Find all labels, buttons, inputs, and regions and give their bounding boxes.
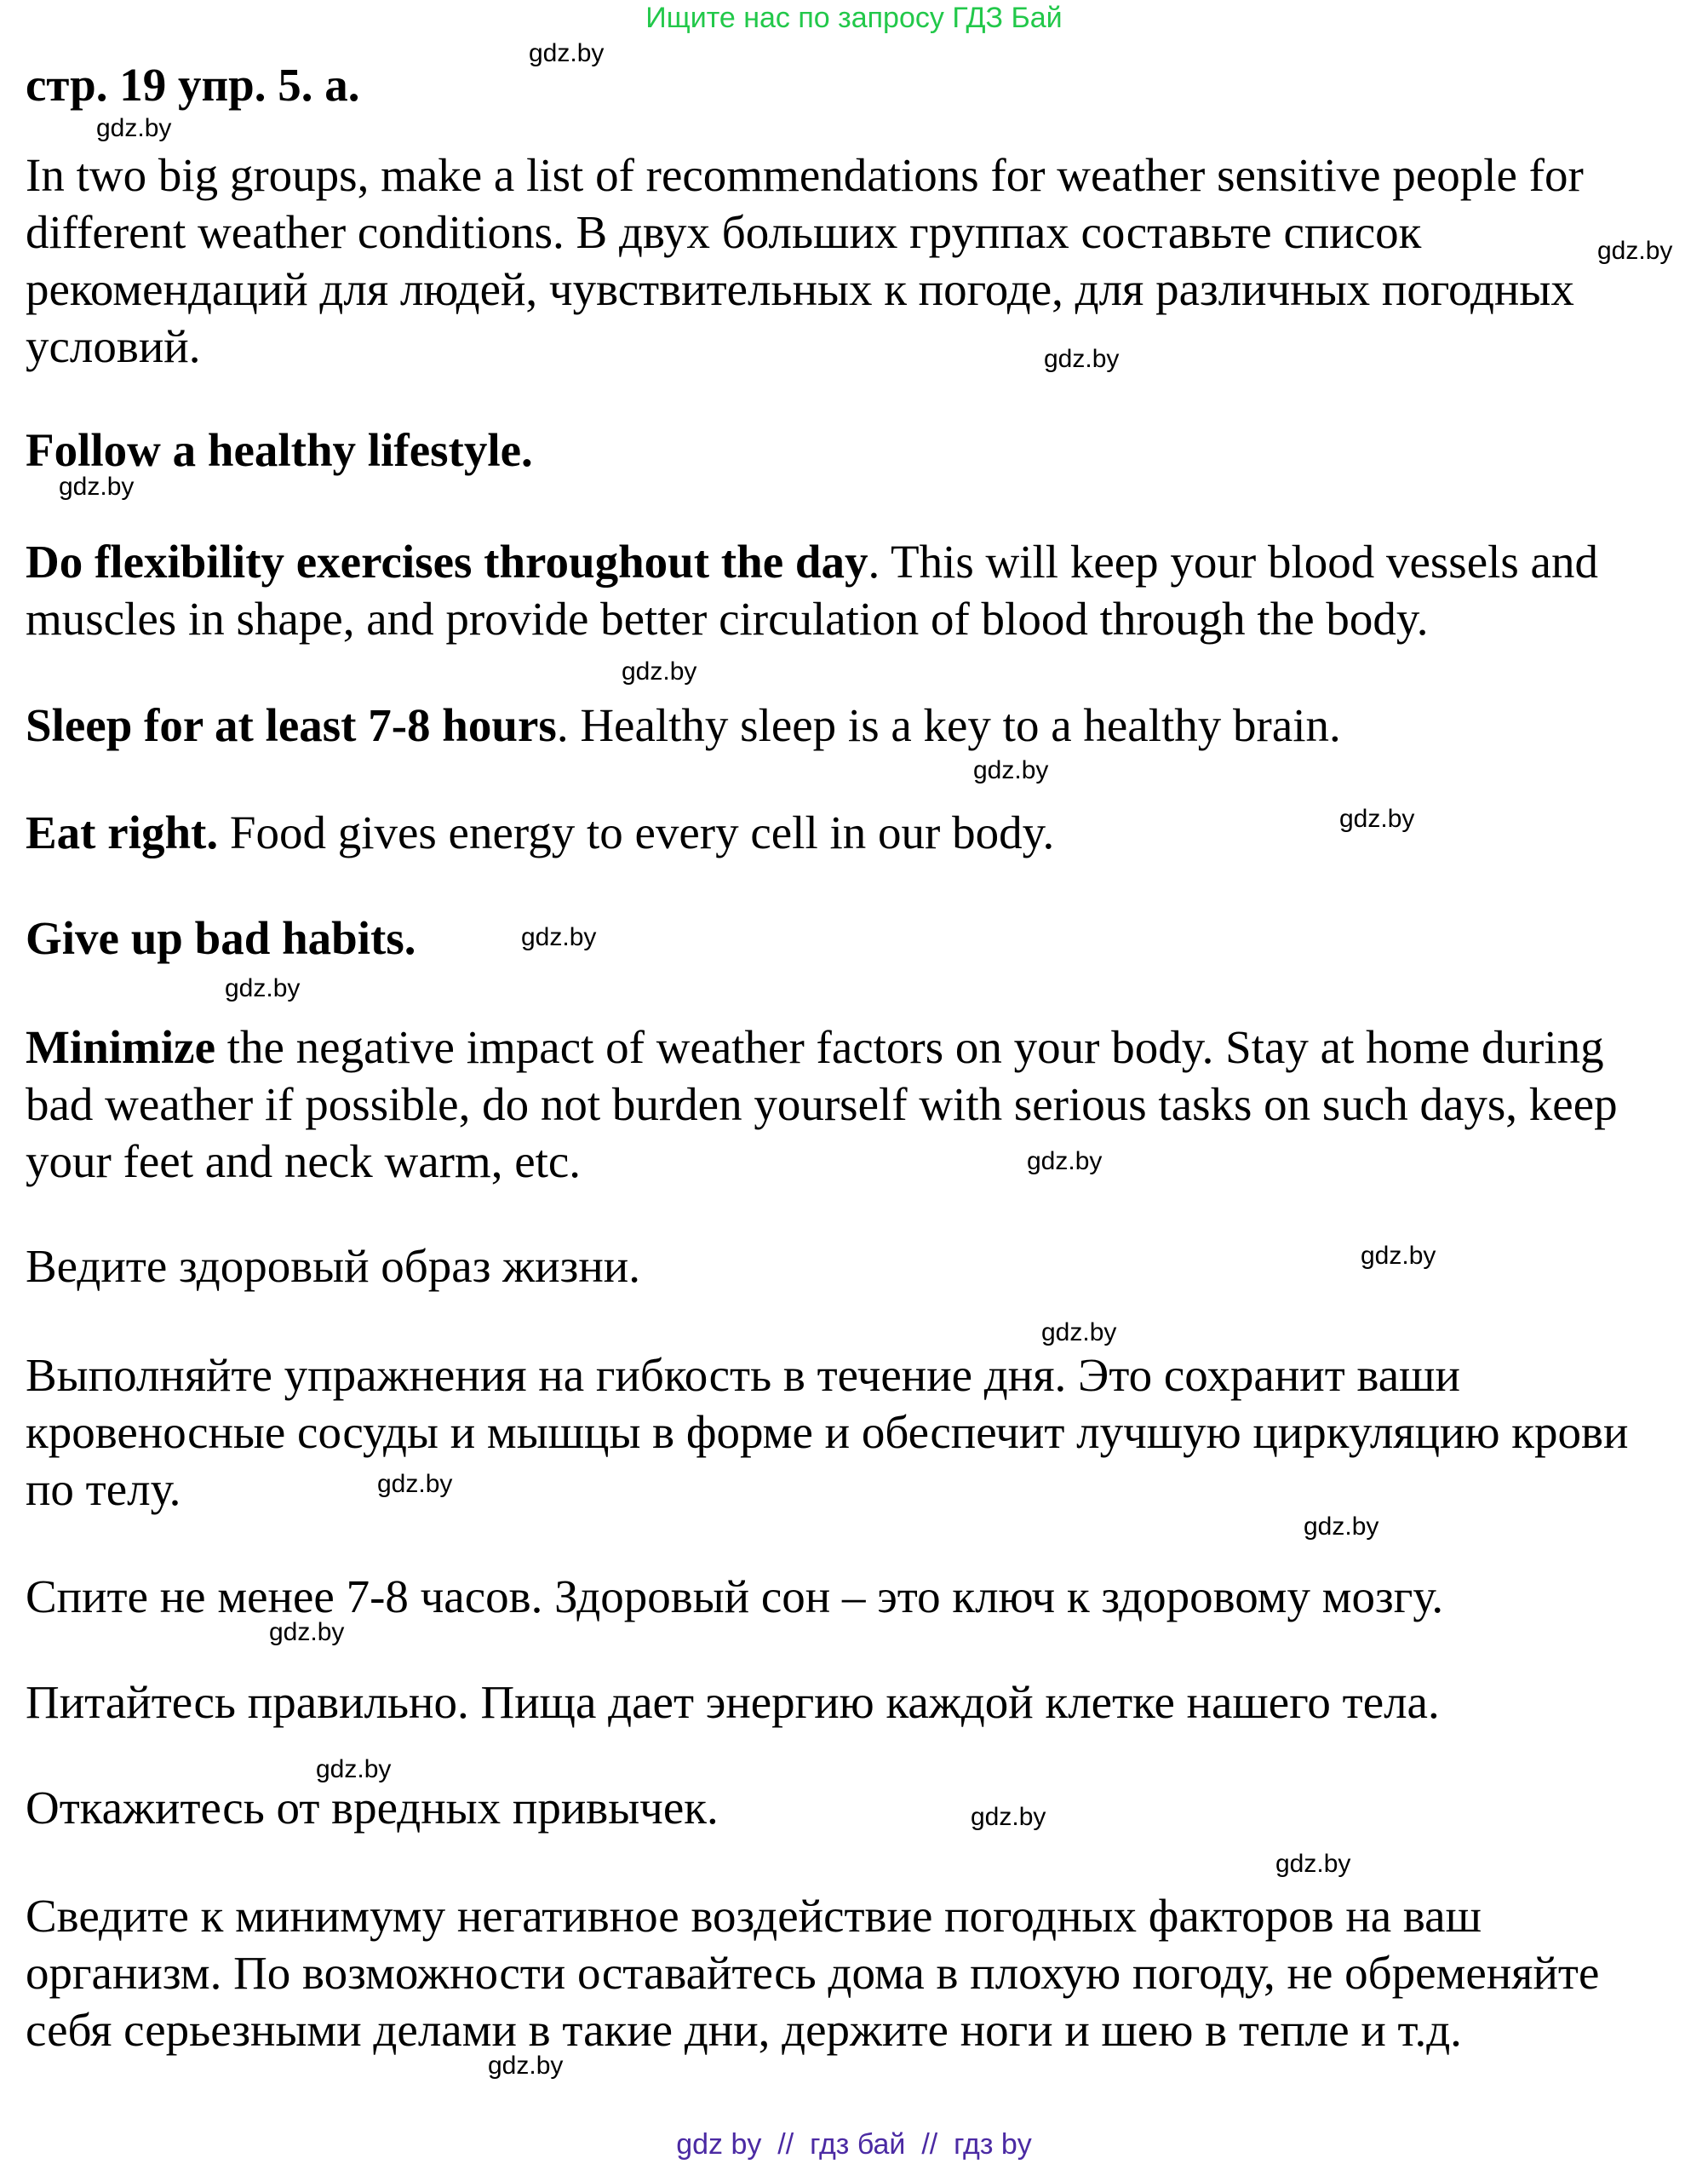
ru-item-4: Питайтесь правильно. Пища дает энергию каждой клетке нашего тела.: [26, 1676, 1440, 1728]
en-item-2: [26, 533, 1682, 647]
en-item-3-bold: Sleep for at least 7-8 hours: [26, 699, 557, 751]
watermark: gdz.by: [488, 2052, 564, 2080]
watermark: gdz.by: [1027, 1147, 1103, 1175]
watermark: gdz.by: [225, 974, 301, 1002]
en-item-1-bold: Follow a healthy lifestyle.: [26, 424, 533, 476]
footer-separator: //: [905, 2128, 954, 2161]
en-item-6-bold: Minimize: [26, 1021, 215, 1073]
watermark: gdz.by: [1275, 1850, 1351, 1878]
watermark: gdz.by: [973, 756, 1049, 784]
en-item-4-text: Food gives energy to every cell in our body.: [218, 806, 1055, 858]
ru-item-6: Сведите к минимуму негативное воздействие погодных факторов на ваш организм. По возможности оставайтесь дома в плохую погоду, не обременяйте себя серьезными делами в такие дни, держите ноги и шею в тепле и т.д.: [26, 1890, 1600, 2056]
watermark: gdz.by: [521, 923, 597, 951]
en-item-5-bold: Give up bad habits.: [26, 912, 416, 964]
ru-item-3: Спите не менее 7-8 часов. Здоровый сон – это ключ к здоровому мозгу.: [26, 1570, 1444, 1622]
task-paragraph: In two big groups, make a list of recommendations for weather sensitive people for different weather conditions. В двух больших группах составьте список рекомендаций для людей, чувствительных к погоде, для различных погодных условий.: [26, 149, 1584, 372]
watermark: gdz.by: [316, 1755, 392, 1783]
watermark: gdz.by: [1044, 345, 1120, 373]
watermark: gdz.by: [377, 1470, 453, 1498]
watermark: gdz.by: [1597, 237, 1673, 265]
ru-item-2: Выполняйте упражнения на гибкость в течение дня. Это сохранит ваши кровеносные сосуды и мышцы в форме и обеспечит лучшую циркуляцию крови по телу.: [26, 1349, 1629, 1515]
watermark: gdz.by: [622, 657, 697, 686]
watermark: gdz.by: [269, 1618, 345, 1646]
en-item-2-bold: Do flexibility exercises throughout the day: [26, 536, 868, 588]
watermark: gdz.by: [1041, 1318, 1117, 1346]
top-banner: Ищите нас по запросу ГДЗ Бай: [645, 2, 1063, 34]
footer-link-gdz-by[interactable]: gdz by: [676, 2128, 762, 2161]
footer: [0, 2127, 1708, 2161]
watermark: gdz.by: [1304, 1513, 1379, 1541]
watermark: gdz.by: [529, 39, 605, 67]
en-item-6-text: the negative impact of weather factors on your body. Stay at home during bad weather if possible, do not burden yourself with serious tasks on such days, keep your feet and neck warm, etc.: [26, 1021, 1618, 1187]
en-item-2-text: . This will keep your blood vessels and muscles in shape, and provide better circulation of blood through the body.: [26, 536, 1598, 645]
page-title: стр. 19 упр. 5. а.: [26, 59, 360, 111]
watermark: gdz.by: [1339, 805, 1415, 833]
ru-item-1: Ведите здоровый образ жизни.: [26, 1240, 640, 1292]
en-item-1: [26, 422, 1682, 479]
watermark: gdz.by: [96, 114, 172, 142]
en-item-3-text: . Healthy sleep is a key to a healthy brain.: [556, 699, 1341, 751]
footer-link-gdz-by-ru[interactable]: гдз by: [954, 2128, 1032, 2161]
watermark: gdz.by: [971, 1803, 1046, 1831]
watermark: gdz.by: [1361, 1242, 1436, 1270]
footer-separator: //: [761, 2128, 811, 2161]
en-item-4-bold: Eat right.: [26, 806, 219, 858]
watermark: gdz.by: [59, 473, 135, 501]
ru-item-5: Откажитесь от вредных привычек.: [26, 1782, 719, 1834]
en-item-6: [26, 1019, 1682, 1190]
en-item-5: [26, 910, 1682, 967]
footer-link-gdz-bai[interactable]: гдз бай: [810, 2128, 906, 2161]
en-item-4: [26, 804, 1682, 861]
en-item-3: [26, 697, 1682, 754]
